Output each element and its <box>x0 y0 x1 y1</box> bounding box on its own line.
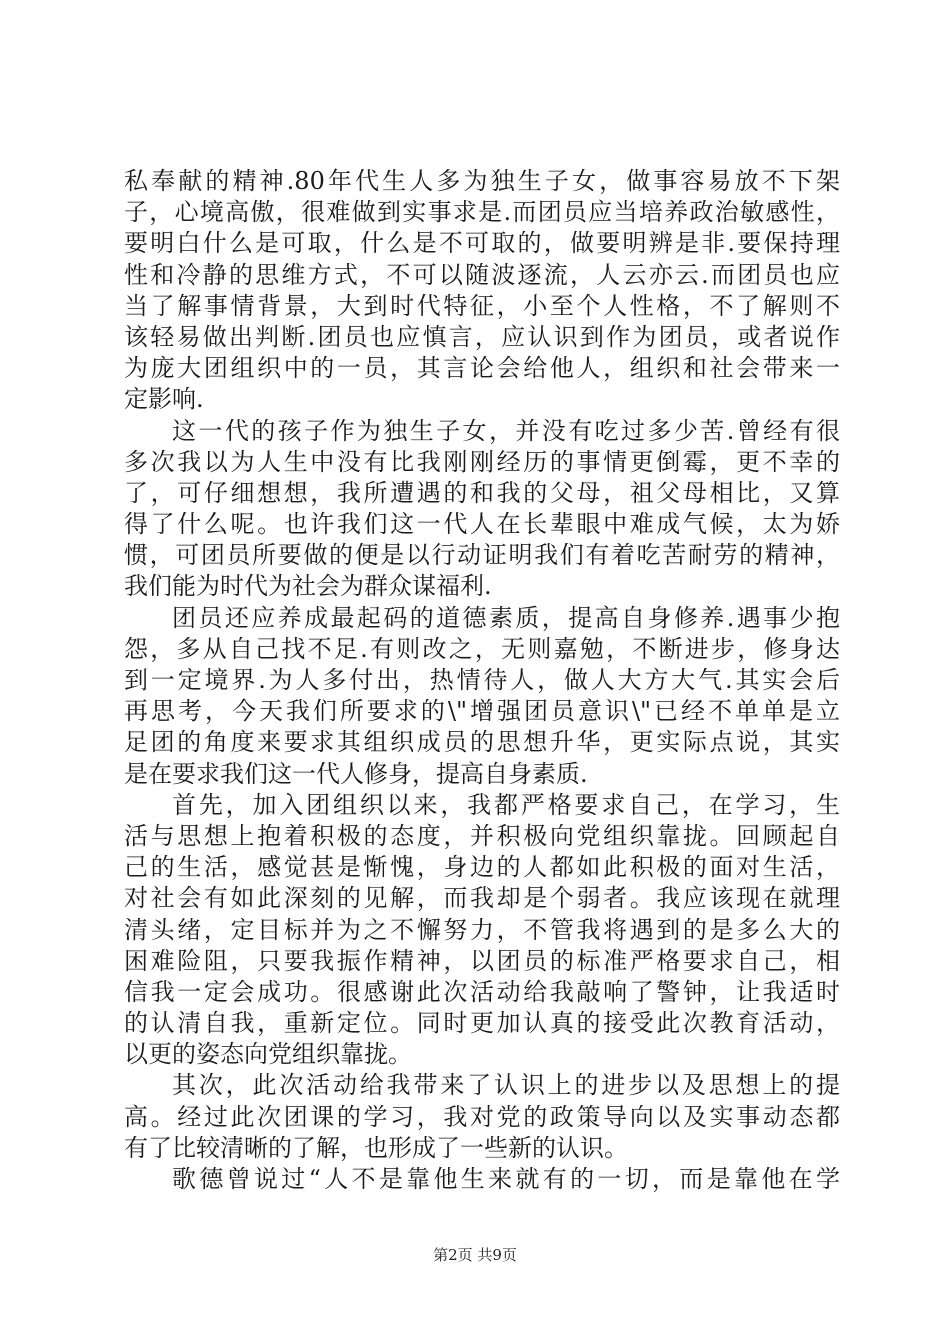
body-text-line: 定影响. <box>124 385 204 414</box>
body-text-line: 惯，可团员所要做的便是以行动证明我们有着吃苦耐劳的精神， <box>124 541 840 570</box>
body-text-line: 子，心境高傲，很难做到实事求是.而团员应当培养政治敏感性， <box>124 198 840 227</box>
body-text-line: 以更的姿态向党组织靠拢。 <box>124 1040 412 1069</box>
body-text-line: 为庞大团组织中的一员，其言论会给他人，组织和社会带来一 <box>124 354 840 383</box>
body-text-line: 活与思想上抱着积极的态度，并积极向党组织靠拢。回顾起自 <box>124 821 840 850</box>
body-text-line: 怨，多从自己找不足.有则改之，无则嘉勉，不断进步，修身达 <box>124 634 840 663</box>
body-text-line: 是在要求我们这一代人修身，提高自身素质. <box>124 759 588 788</box>
body-text-line: 该轻易做出判断.团员也应慎言，应认识到作为团员，或者说作 <box>124 322 840 351</box>
page-footer: 第2页 共9页 <box>433 1246 517 1264</box>
body-text-line: 性和冷静的思维方式，不可以随波逐流，人云亦云.而团员也应 <box>124 260 840 289</box>
body-text-line: 的认清自我，重新定位。同时更加认真的接受此次教育活动， <box>124 1009 840 1038</box>
body-text-line: 己的生活，感觉甚是惭愧，身边的人都如此积极的面对生活， <box>124 853 840 882</box>
body-text-line: 足团的角度来要求其组织成员的思想升华，更实际点说，其实 <box>124 728 840 757</box>
document-body <box>124 166 840 1195</box>
body-text-line: 当了解事情背景，大到时代特征，小至个人性格，不了解则不 <box>124 291 840 320</box>
body-text-line: 清头绪，定目标并为之不懈努力，不管我将遇到的是多么大的 <box>124 915 840 944</box>
body-text-line: 对社会有如此深刻的见解，而我却是个弱者。我应该现在就理 <box>124 884 840 913</box>
body-text-line: 歌德曾说过“人不是靠他生来就有的一切，而是靠他在学 <box>172 1165 840 1193</box>
body-text-line: 我们能为时代为社会为群众谋福利. <box>124 572 492 601</box>
body-text-line: 信我一定会成功。很感谢此次活动给我敲响了警钟，让我适时 <box>124 977 840 1006</box>
body-text-line: 这一代的孩子作为独生子女，并没有吃过多少苦.曾经有很 <box>172 416 840 445</box>
body-text-line: 首先，加入团组织以来，我都严格要求自己，在学习，生 <box>172 790 840 819</box>
body-text-line: 多次我以为人生中没有比我刚刚经历的事情更倒霉，更不幸的 <box>124 447 840 476</box>
body-text-line: 其次，此次活动给我带来了认识上的进步以及思想上的提 <box>172 1071 840 1100</box>
body-text-line: 高。经过此次团课的学习，我对党的政策导向以及实事动态都 <box>124 1102 840 1131</box>
body-text-line: 再思考，今天我们所要求的\"增强团员意识\"已经不单单是立 <box>124 697 840 726</box>
body-text-line: 得了什么呢。也许我们这一代人在长辈眼中难成气候，太为娇 <box>124 510 840 539</box>
body-text-line: 了，可仔细想想，我所遭遇的和我的父母，祖父母相比，又算 <box>124 478 840 507</box>
body-text-line: 私奉献的精神.80年代生人多为独生子女，做事容易放不下架 <box>124 167 840 195</box>
body-text-line: 有了比较清晰的了解，也形成了一些新的认识。 <box>124 1133 628 1162</box>
body-text-line: 困难险阻，只要我振作精神，以团员的标准严格要求自己，相 <box>124 946 840 975</box>
body-text-line: 团员还应养成最起码的道德素质，提高自身修养.遇事少抱 <box>172 603 840 632</box>
body-text-line: 要明白什么是可取，什么是不可取的，做要明辨是非.要保持理 <box>124 229 840 258</box>
body-text-line: 到一定境界.为人多付出，热情待人，做人大方大气.其实会后 <box>124 666 840 694</box>
